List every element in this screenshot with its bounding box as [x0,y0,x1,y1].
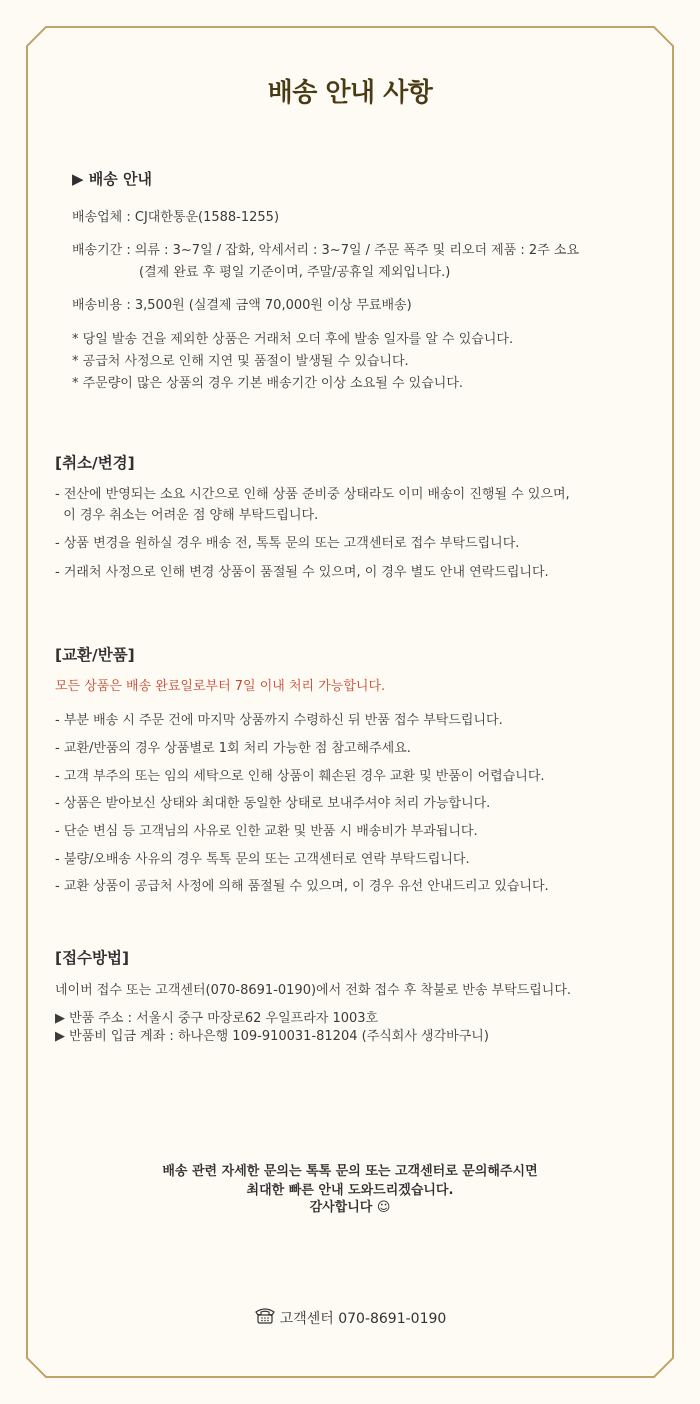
shipping-note: * 당일 발송 건을 제외한 상품은 거래처 오더 후에 발송 일자를 알 수 있습니다. [72,332,514,347]
closing-line: 최대한 빠른 안내 도와드리겠습니다. [246,1183,454,1198]
exchange-item: - 단순 변심 등 고객님의 사유로 인한 교환 및 반품 시 배송비가 부과됩니다. [55,824,478,839]
shipping-period-note: (결제 완료 후 평일 기준이며, 주말/공휴일 제외입니다.) [139,265,451,280]
return-account: ▶ 반품비 입금 계좌 : 하나은행 109-910031-81204 (주식회사 생각바구니) [55,1029,489,1044]
shipping-cost: 배송비용 : 3,500원 (실결제 금액 70,000원 이상 무료배송) [72,298,412,313]
phone-icon [254,1307,276,1329]
contact-text: 고객센터 070-8691-0190 [279,1311,447,1327]
exchange-highlight: 모든 상품은 배송 완료일로부터 7일 이내 처리 가능합니다. [55,679,386,694]
return-method-heading: [접수방법] [55,949,130,967]
exchange-item: - 상품은 받아보신 상태와 최대한 동일한 상태로 보내주셔야 처리 가능합니다. [55,796,491,811]
cancel-item: - 거래처 사정으로 인해 변경 상품이 품절될 수 있으며, 이 경우 별도 안내 연락드립니다. [55,565,549,580]
exchange-item: - 부분 배송 시 주문 건에 마지막 상품까지 수령하신 뒤 반품 접수 부탁드립니다. [55,713,503,728]
cancel-item: - 전산에 반영되는 소요 시간으로 인해 상품 준비중 상태라도 이미 배송이 진행될 수 있으며, [55,487,570,502]
shipping-note: * 주문량이 많은 상품의 경우 기본 배송기간 이상 소요될 수 있습니다. [72,376,464,391]
cancel-item: 이 경우 취소는 어려운 점 양해 부탁드립니다. [55,508,319,523]
cancel-item: - 상품 변경을 원하실 경우 배송 전, 톡톡 문의 또는 고객센터로 접수 부탁드립니다. [55,536,520,551]
contact-line [0,1307,700,1329]
shipping-heading: ▶ 배송 안내 [72,170,152,188]
page-title: 배송 안내 사항 [267,78,433,108]
shipping-note: * 공급처 사정으로 인해 지연 및 품절이 발생될 수 있습니다. [72,354,409,369]
exchange-item: - 교환 상품이 공급처 사정에 의해 품절될 수 있으며, 이 경우 유선 안내드리고 있습니다. [55,879,549,894]
shipping-carrier: 배송업체 : CJ대한통운(1588-1255) [72,210,280,225]
closing-line: 배송 관련 자세한 문의는 톡톡 문의 또는 고객센터로 문의해주시면 [162,1164,538,1179]
exchange-item: - 고객 부주의 또는 임의 세탁으로 인해 상품이 훼손된 경우 교환 및 반품이 어렵습니다. [55,769,545,784]
return-method-desc: 네이버 접수 또는 고객센터(070-8691-0190)에서 전화 접수 후 착불로 반송 부탁드립니다. [55,983,572,998]
cancel-heading: [취소/변경] [55,454,135,472]
closing-line: 감사합니다 ☺ [309,1200,391,1215]
shipping-period: 배송기간 : 의류 : 3~7일 / 잡화, 악세서리 : 3~7일 / 주문 폭주 및 리오더 제품 : 2주 소요 [72,243,579,258]
exchange-heading: [교환/반품] [55,646,135,664]
exchange-item: - 교환/반품의 경우 상품별로 1회 처리 가능한 점 참고해주세요. [55,741,411,756]
exchange-item: - 불량/오배송 사유의 경우 톡톡 문의 또는 고객센터로 연락 부탁드립니다. [55,852,470,867]
return-address: ▶ 반품 주소 : 서울시 중구 마장로62 우일프라자 1003호 [55,1011,379,1026]
